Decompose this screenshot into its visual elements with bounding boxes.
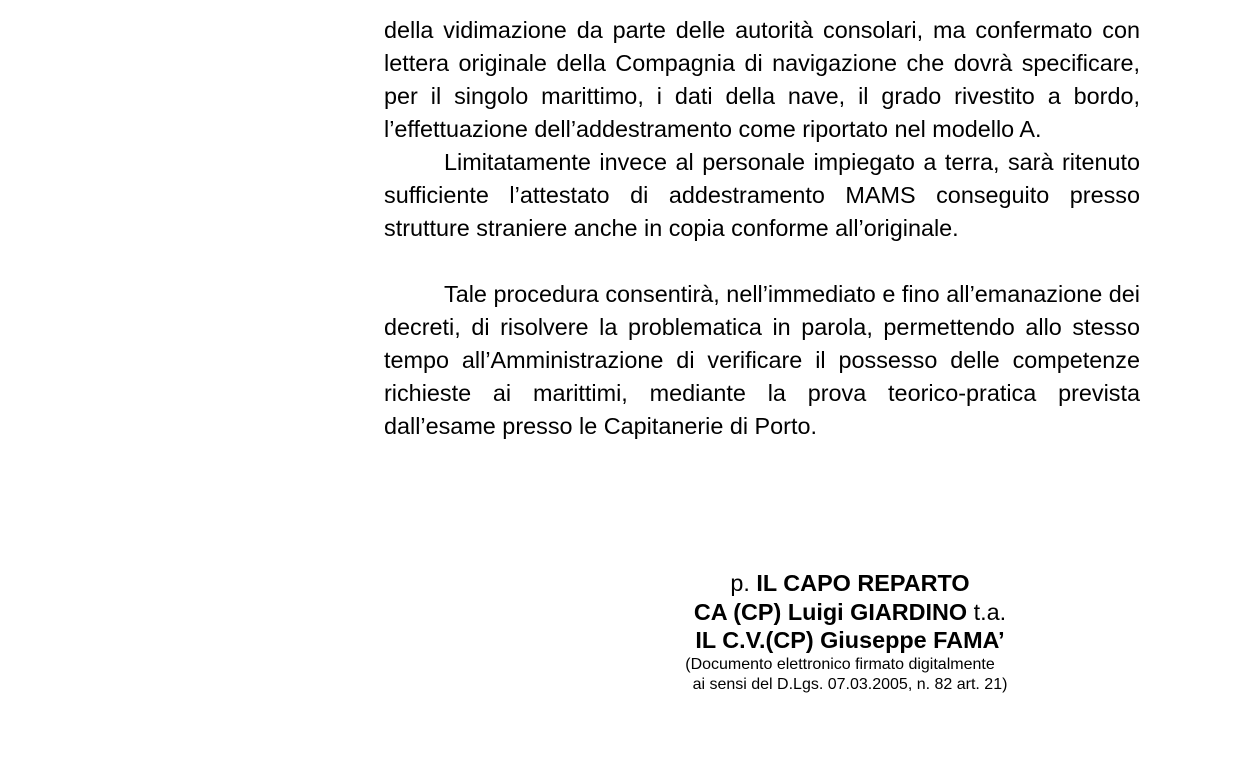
signature-name-giardino: CA (CP) Luigi GIARDINO bbox=[693, 598, 968, 625]
signature-title: IL CAPO REPARTO bbox=[756, 570, 970, 596]
signature-block bbox=[640, 569, 1060, 695]
paragraph-vidimazione: della vidimazione da parte delle autorità consolari, ma confermato con lettera originale della Compagnia di navigazione che dovrà specificare, per il singolo marittimo, i dati della nave, il grado rivestito a bordo, l’effettuazione dell’addestramento come riportato nel modello A. bbox=[384, 17, 1140, 142]
paragraph-procedura: Tale procedura consentirà, nell’immediato e fino all’emanazione dei decreti, di risolvere la problematica in parola, permettendo allo stesso tempo all’Amministrazione di verificare il possesso delle competenze richieste ai marittimi, mediante la prova teorico-pratica prevista dall’esame presso le Capitanerie di Porto. bbox=[384, 281, 1140, 439]
signature-prefix: p. bbox=[730, 570, 757, 596]
digital-signature-note-line1: (Documento elettronico firmato digitalmente bbox=[685, 655, 995, 673]
signature-name-fama: IL C.V.(CP) Giuseppe FAMA’ bbox=[695, 627, 1005, 653]
paragraph-personale-terra: Limitatamente invece al personale impiegato a terra, sarà ritenuto sufficiente l’attestato di addestramento MAMS conseguito presso strutture straniere anche in copia conforme all’originale. bbox=[384, 149, 1140, 241]
signature-suffix: t.a. bbox=[967, 598, 1007, 625]
signature-name-line bbox=[640, 598, 1060, 627]
digital-signature-note-line2: ai sensi del D.Lgs. 07.03.2005, n. 82 art. 21) bbox=[692, 675, 1008, 693]
signature-title-line bbox=[640, 569, 1060, 598]
document-body bbox=[384, 14, 1140, 443]
